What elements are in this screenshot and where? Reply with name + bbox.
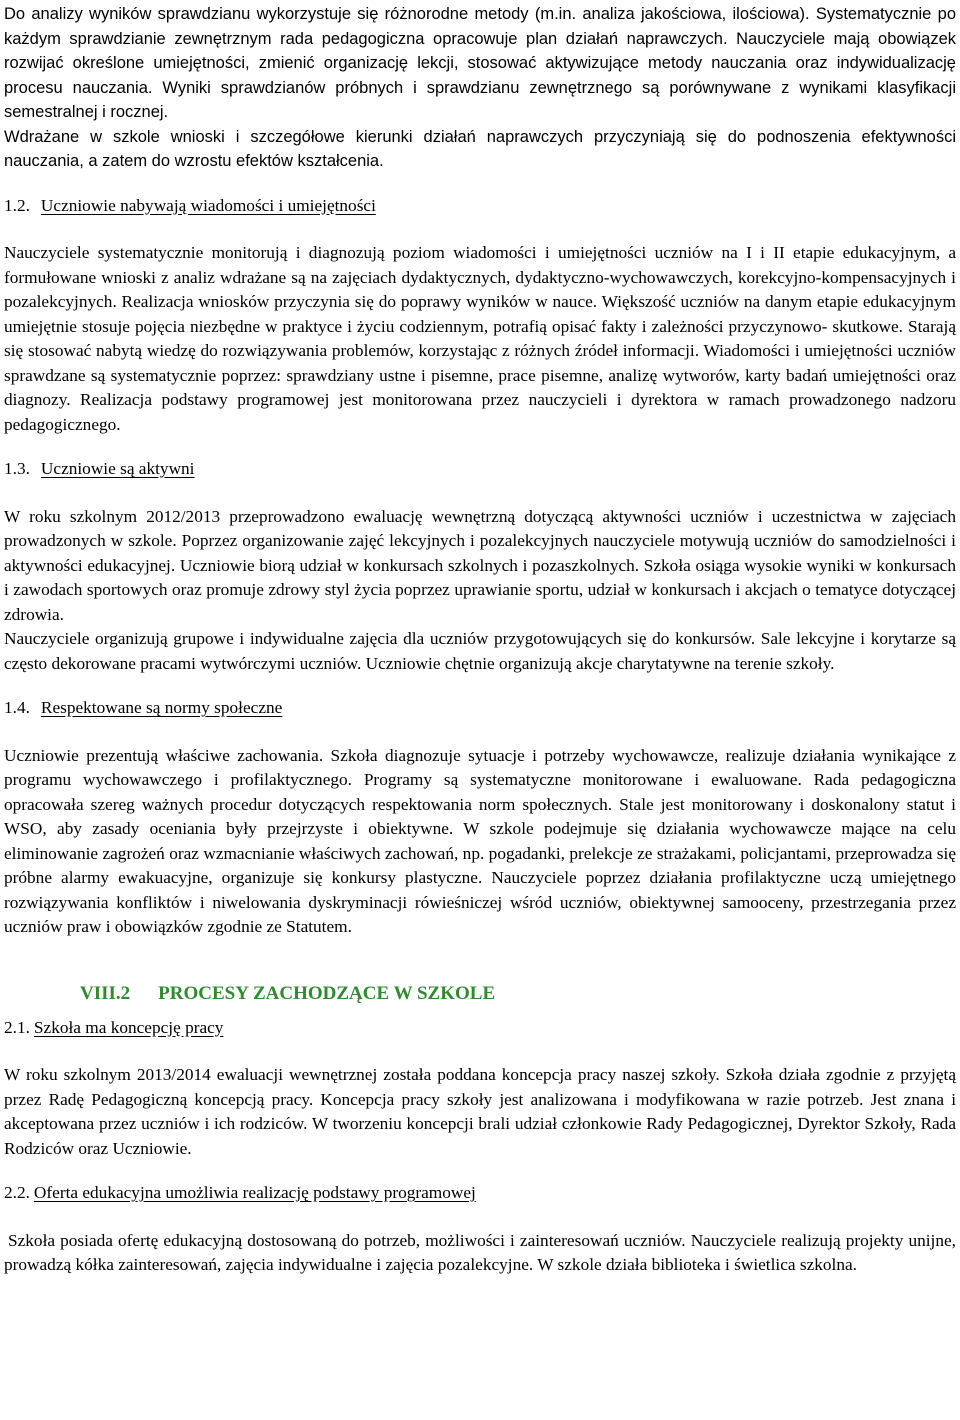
section-body: Nauczyciele organizują grupowe i indywidualne zajęcia dla uczniów przygotowujących się do konkursów. Sale lekcyjne i korytarze są często dekorowane pracami wytwórczymi uczniów. Uczniowie chętnie organizują akcje charytatywne na terenie szkoły. [4,629,956,673]
section-1-4 [4,696,956,940]
section-2-2 [4,1181,956,1278]
section-1-3 [4,457,956,676]
section-heading [4,1016,956,1041]
chapter-title: PROCESY ZACHODZĄCE W SZKOLE [158,982,496,1004]
section-heading [4,457,956,482]
section-number: 1.4. [4,698,30,717]
section-number: 2.1. [4,1017,30,1037]
section-body: Nauczyciele systematycznie monitorują i diagnozują poziom wiadomości i umiejętności uczniów na I i II etapie edukacyjnym, a formułowane wnioski z analiz wdrażane są na zajęciach dydaktycznych, dydaktyczno-wychowawczych, korekcyjno-kompensacyjnych i pozalekcyjnych. Realizacja wniosków przyczynia się do poprawy wyników w nauce. Większość uczniów na danym etapie edukacyjnym umiejętnie stosuje pojęcia niezbędne w praktyce i życiu codziennym, potrafią opisać fakty i zależności przyczynowo- skutkowe. Starają się stosować nabytą wiedzę do rozwiązywania problemów, korzystając z różnych źródeł informacji. Wiadomości i umiejętności uczniów sprawdzane są systematycznie poprzez: sprawdziany ustne i pisemne, prace pisemne, analizę wytworów, karty badań umiejętności oraz diagnozy. Realizacja podstawy programowej jest monitorowana przez nauczycieli i dyrektora w ramach prowadzonego nadzoru pedagogicznego. [4,243,956,434]
chapter-heading [4,980,956,1008]
section-heading [4,696,956,721]
section-title: Respektowane są normy społeczne [40,698,283,717]
section-body: W roku szkolnym 2013/2014 ewaluacji wewnętrznej została poddana koncepcja pracy naszej szkoły. Szkoła działa zgodnie z przyjętą przez Radę Pedagogiczną koncepcją pracy. Koncepcja pracy szkoły jest analizowana i modyfikowana w razie potrzeb. Jest znana i akceptowana przez uczniów i ich rodziców. W tworzeniu koncepcji brali udział członkowie Rady Pedagogicznej, Dyrektor Szkoły, Rada Rodziców oraz Uczniowie. [4,1065,956,1158]
section-title: Uczniowie nabywają wiadomości i umiejętności [40,195,376,215]
section-1-1-continued [4,0,956,174]
section-1-2 [4,194,956,438]
chapter-number: VIII.2 [80,982,131,1004]
section-body: Szkoła posiada ofertę edukacyjną dostosowaną do potrzeb, możliwości i zainteresowań uczniów. Nauczyciele realizują projekty unijne, prowadzą kółka zainteresowań, zajęcia indywidualne i zajęcia pozalekcyjne. W szkole działa biblioteka i świetlica szkolna. [4,1230,956,1274]
section-title: Oferta edukacyjna umożliwia realizację podstawy programowej [33,1183,476,1202]
section-number: 1.2. [4,195,30,215]
section-body: Uczniowie prezentują właściwe zachowania. Szkoła diagnozuje sytuacje i potrzeby wychowawcze, realizuje działania wynikające z programu wychowawczego i profilaktycznego. Programy są systematyczne monitorowane i ewaluowane. Rada pedagogiczna opracowała szereg ważnych procedur dotyczących respektowania norm społecznych. Stale jest monitorowany i doskonalony statut i WSO, aby zasady oceniania były przejrzyste i obiektywne. W szkole podejmuje się działania wychowawcze mające na celu eliminowanie zagrożeń oraz wzmacnianie właściwych zachowań, np. pogadanki, prelekcje ze strażakami, policjantami, przeprowadza się próbne alarmy ewakuacyjne, organizuje się konkursy plastyczne. Nauczyciele poprzez działania profilaktyczne uczą umiejętnego rozwiązywania konfliktów i niwelowania dyskryminacji rówieśniczej wśród uczniów, obiektywnej samooceny, przestrzegania przez uczniów praw i obowiązków zgodnie ze Statutem. [4,745,956,936]
paragraph-exam-analysis: Do analizy wyników sprawdzianu wykorzystuje się różnorodne metody (m.in. analiza jakościowa, ilościowa). Systematycznie po każdym sprawdzianie zewnętrznym rada pedagogiczna opracowuje plan działań naprawczych. Nauczyciele mają obowiązek rozwijać określone umiejętności, zmienić organizację lekcji, stosować aktywizujące metody nauczania oraz indywidualizację procesu nauczania. Wyniki sprawdzianów próbnych i sprawdzianu zewnętrznego są porównywane z wynikami klasyfikacji semestralnej i rocznej. [4,5,956,121]
section-number: 2.2. [4,1183,30,1202]
section-body: W roku szkolnym 2012/2013 przeprowadzono ewaluację wewnętrzną dotyczącą aktywności uczniów i uczestnictwa w zajęciach prowadzonych w szkole. Poprzez organizowanie zajęć lekcyjnych i pozalekcyjnych nauczyciele motywują uczniów do samodzielności i aktywności edukacyjnej. Uczniowie biorą udział w konkursach szkolnych i pozaszkolnych. Szkoła osiąga wysokie wyniki w konkursach i zawodach sportowych oraz promuje zdrowy styl życia poprzez uprawianie sportu, udział w konkursach i akcjach o tematyce dotyczącej zdrowia. [4,506,956,624]
section-heading [4,1181,956,1206]
section-heading [4,194,956,219]
section-2-1 [4,1016,956,1162]
section-number: 1.3. [4,459,30,478]
paragraph-remedial-actions: Wdrażane w szkole wnioski i szczegółowe kierunki działań naprawczych przyczyniają się do podnoszenia efektywności nauczania, a zatem do wzrostu efektów kształcenia. [4,127,956,170]
section-title: Szkoła ma koncepcję pracy [33,1017,224,1037]
section-title: Uczniowie są aktywni [40,459,195,478]
